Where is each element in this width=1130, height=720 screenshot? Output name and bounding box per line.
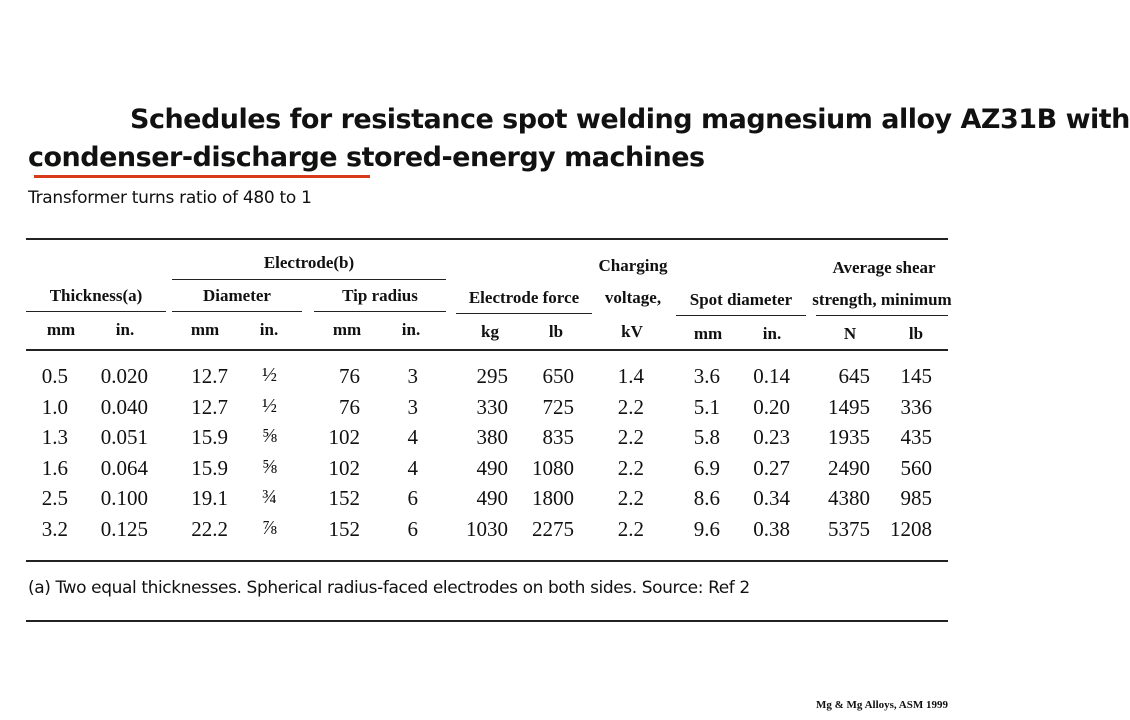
- cell-tip-radius-mm: 102: [328, 425, 360, 449]
- cell-spot-in: 0.23: [753, 425, 790, 449]
- cell-tip-radius-in: 3: [407, 394, 418, 419]
- cell-shear-n: 2490: [828, 455, 870, 480]
- diameter-rule: [172, 311, 302, 312]
- header-bottom-rule: [26, 349, 948, 351]
- table-top-rule: [26, 238, 948, 240]
- header-spot-diameter: Spot diameter: [689, 290, 793, 309]
- cell-force-lb: 725: [542, 394, 574, 419]
- cell-force-lb: 1800: [532, 486, 574, 510]
- cell-diameter-mm: 22.2: [191, 516, 228, 541]
- cell-tip-radius-mm: 152: [328, 486, 360, 510]
- unit-thickness-mm: mm: [46, 320, 76, 339]
- cell-charging-voltage: 2.2: [617, 394, 644, 419]
- cell-diameter-in: ½: [262, 394, 277, 417]
- cell-force-kg: 490: [476, 486, 508, 510]
- unit-spot-mm: mm: [693, 324, 723, 343]
- cell-diameter-mm: 15.9: [191, 425, 228, 449]
- source-citation: Mg & Mg Alloys, ASM 1999: [816, 699, 948, 711]
- unit-spot-in: in.: [762, 324, 782, 343]
- cell-spot-in: 0.20: [753, 394, 790, 419]
- cell-shear-n: 1935: [828, 425, 870, 449]
- unit-tip-in: in.: [401, 320, 421, 339]
- unit-force-kg: kg: [481, 322, 499, 341]
- table-row: [0, 517, 960, 547]
- table-bottom-rule: [26, 560, 948, 562]
- title-underline: [34, 175, 370, 178]
- cell-shear-n: 4380: [828, 486, 870, 510]
- header-shear-line-2: strength, minimum: [812, 290, 952, 309]
- cell-tip-radius-in: 6: [407, 486, 418, 510]
- cell-thickness-mm: 1.3: [41, 425, 68, 449]
- header-electrode-force: Electrode force: [468, 288, 580, 307]
- electrode-group-rule: [172, 279, 446, 280]
- header-shear-line-1: Average shear: [832, 258, 936, 277]
- cell-force-lb: 835: [542, 425, 574, 449]
- table-subtitle: Transformer turns ratio of 480 to 1: [28, 188, 312, 208]
- cell-spot-mm: 8.6: [693, 486, 720, 510]
- cell-spot-mm: 9.6: [693, 516, 720, 541]
- cell-thickness-in: 0.051: [100, 425, 148, 449]
- unit-charging-kv: kV: [621, 322, 643, 341]
- thickness-rule: [26, 311, 166, 312]
- header-diameter: Diameter: [203, 286, 271, 305]
- cell-charging-voltage: 2.2: [617, 516, 644, 541]
- table-row: [0, 486, 960, 516]
- cell-shear-n: 1495: [828, 394, 870, 419]
- cell-tip-radius-mm: 76: [339, 394, 360, 419]
- footnote-bottom-rule: [26, 620, 948, 622]
- table-footnote: (a) Two equal thicknesses. Spherical radius-faced electrodes on both sides. Source: Ref 2: [28, 578, 750, 598]
- title-line-2: condenser-discharge stored-energy machines: [28, 142, 705, 173]
- cell-spot-in: 0.38: [753, 516, 790, 541]
- cell-force-kg: 380: [476, 425, 508, 449]
- table-row: [0, 425, 960, 455]
- cell-thickness-in: 0.064: [100, 455, 148, 480]
- unit-diameter-mm: mm: [190, 320, 220, 339]
- cell-tip-radius-mm: 102: [328, 455, 360, 480]
- cell-shear-lb: 560: [900, 455, 932, 480]
- header-tip-radius: Tip radius: [342, 286, 418, 305]
- cell-spot-in: 0.34: [753, 486, 790, 510]
- cell-force-kg: 330: [476, 394, 508, 419]
- cell-charging-voltage: 2.2: [617, 425, 644, 449]
- cell-spot-mm: 3.6: [693, 364, 720, 388]
- electrode-force-rule: [456, 313, 592, 314]
- cell-diameter-mm: 12.7: [191, 364, 228, 388]
- cell-thickness-in: 0.125: [100, 516, 148, 541]
- cell-diameter-mm: 15.9: [191, 455, 228, 480]
- cell-spot-mm: 6.9: [693, 455, 720, 480]
- unit-shear-lb: lb: [908, 324, 924, 343]
- cell-tip-radius-mm: 152: [328, 516, 360, 541]
- cell-diameter-in: ⅝: [262, 455, 277, 478]
- header-charging-line-2: voltage,: [604, 288, 662, 307]
- cell-tip-radius-in: 6: [407, 516, 418, 541]
- table-row: [0, 395, 960, 425]
- header-charging-line-1: Charging: [598, 256, 668, 275]
- cell-force-lb: 2275: [532, 516, 574, 541]
- cell-charging-voltage: 2.2: [617, 486, 644, 510]
- cell-shear-n: 645: [838, 364, 870, 388]
- cell-shear-lb: 145: [900, 364, 932, 388]
- cell-charging-voltage: 2.2: [617, 455, 644, 480]
- unit-force-lb: lb: [548, 322, 564, 341]
- cell-force-kg: 490: [476, 455, 508, 480]
- cell-diameter-mm: 12.7: [191, 394, 228, 419]
- cell-spot-mm: 5.1: [693, 394, 720, 419]
- header-electrode: Electrode(b): [263, 253, 355, 272]
- cell-thickness-mm: 2.5: [41, 486, 68, 510]
- cell-force-kg: 1030: [466, 516, 508, 541]
- cell-thickness-mm: 1.6: [41, 455, 68, 480]
- shear-rule: [816, 315, 948, 316]
- unit-shear-n: N: [843, 324, 857, 343]
- unit-tip-mm: mm: [332, 320, 362, 339]
- table-row: [0, 364, 960, 394]
- cell-spot-in: 0.27: [753, 455, 790, 480]
- cell-force-kg: 295: [476, 364, 508, 388]
- cell-charging-voltage: 1.4: [617, 364, 644, 388]
- unit-thickness-in: in.: [115, 320, 135, 339]
- cell-shear-lb: 985: [900, 486, 932, 510]
- tip-radius-rule: [314, 311, 446, 312]
- cell-thickness-in: 0.040: [100, 394, 148, 419]
- cell-diameter-mm: 19.1: [191, 486, 228, 510]
- cell-spot-in: 0.14: [753, 364, 790, 388]
- cell-force-lb: 1080: [532, 455, 574, 480]
- cell-diameter-in: ½: [262, 364, 277, 386]
- header-thickness: Thickness(a): [49, 286, 143, 305]
- cell-tip-radius-in: 4: [407, 425, 418, 449]
- cell-shear-lb: 1208: [890, 516, 932, 541]
- cell-shear-n: 5375: [828, 516, 870, 541]
- cell-spot-mm: 5.8: [693, 425, 720, 449]
- cell-tip-radius-mm: 76: [339, 364, 360, 388]
- unit-diameter-in: in.: [259, 320, 279, 339]
- cell-thickness-in: 0.020: [100, 364, 148, 388]
- cell-diameter-in: ¾: [262, 486, 277, 508]
- cell-thickness-in: 0.100: [100, 486, 148, 510]
- cell-diameter-in: ⅞: [262, 516, 277, 539]
- cell-thickness-mm: 1.0: [41, 394, 68, 419]
- title-line-1: Schedules for resistance spot welding magnesium alloy AZ31B with: [130, 104, 1130, 135]
- cell-tip-radius-in: 4: [407, 455, 418, 480]
- spot-diameter-rule: [676, 315, 806, 316]
- cell-shear-lb: 336: [900, 394, 932, 419]
- cell-shear-lb: 435: [900, 425, 932, 449]
- cell-thickness-mm: 3.2: [41, 516, 68, 541]
- table-row: [0, 456, 960, 486]
- cell-diameter-in: ⅝: [262, 425, 277, 447]
- cell-force-lb: 650: [542, 364, 574, 388]
- cell-tip-radius-in: 3: [407, 364, 418, 388]
- cell-thickness-mm: 0.5: [41, 364, 68, 388]
